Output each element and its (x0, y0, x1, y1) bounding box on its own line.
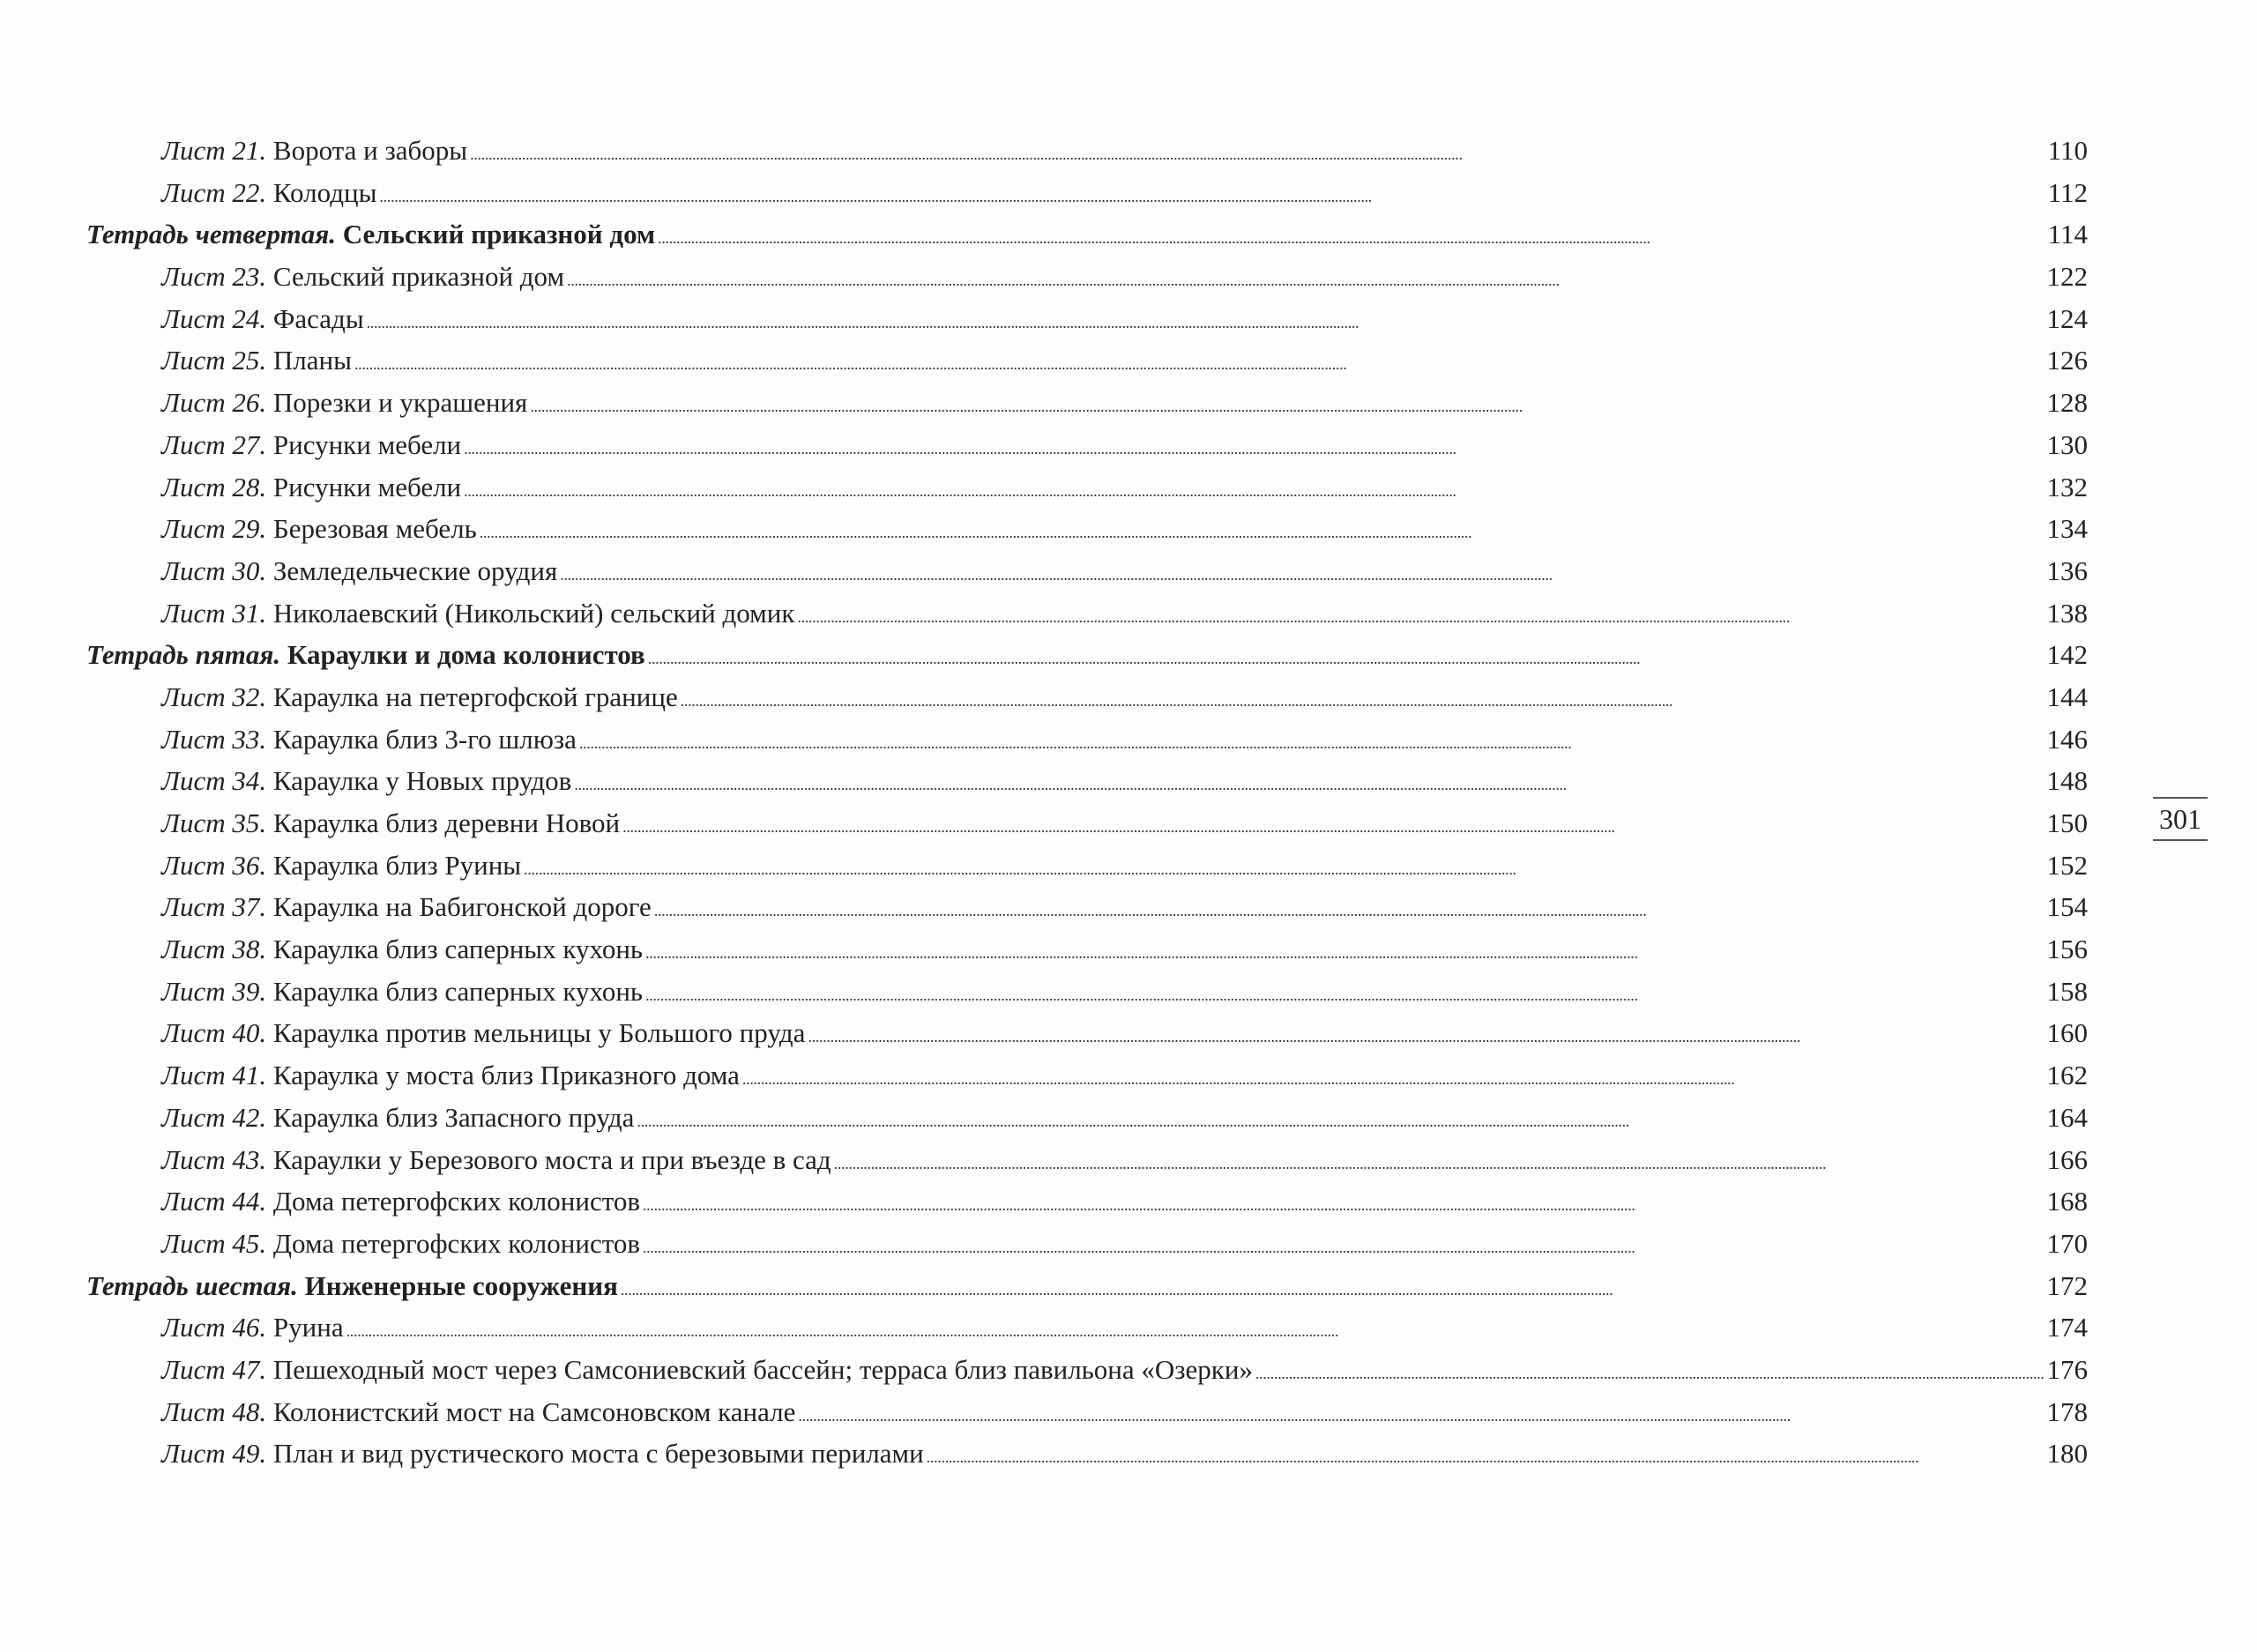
toc-entry-page: 166 (2046, 1143, 2088, 1175)
toc-entry-label (86, 634, 645, 676)
dot-leader (464, 466, 2044, 513)
toc-entry-prefix: Лист 30. (161, 554, 267, 586)
toc-entry-title: Пешеходный мост через Самсониевский бассейн; терраса близ павильона «Озерки» (272, 1353, 1253, 1385)
toc-entry (86, 1054, 2088, 1097)
toc-entry-prefix: Лист 48. (161, 1395, 267, 1427)
toc-entry-page: 126 (2046, 345, 2088, 376)
toc-entry-page: 138 (2046, 597, 2088, 629)
toc-entry-title: Колонистский мост на Самсоновском канале (272, 1395, 796, 1427)
toc-entry-page: 170 (2046, 1227, 2088, 1259)
toc-entry-title: Караулка против мельницы у Большого пруда (272, 1017, 806, 1049)
toc-entry (86, 1139, 2088, 1181)
toc-entry-prefix: Лист 23. (161, 261, 267, 293)
toc-entry-prefix: Лист 44. (161, 1186, 267, 1217)
toc-entry-title: Дома петергофских колонистов (272, 1227, 640, 1259)
toc-entry-page: 150 (2046, 807, 2088, 838)
toc-entry-label (86, 213, 655, 256)
dot-leader (530, 382, 2044, 428)
toc-entry-page: 158 (2046, 975, 2088, 1007)
toc-entry (86, 971, 2088, 1013)
toc-entry (86, 1349, 2088, 1391)
toc-entry (86, 1097, 2088, 1139)
toc-entry-prefix: Лист 45. (161, 1227, 267, 1259)
toc-section-entry (86, 634, 2088, 676)
toc-entry (86, 1012, 2088, 1054)
dot-leader (654, 886, 2045, 933)
toc-entry-label (161, 1180, 640, 1223)
toc-entry-title: Сельский приказной дом (272, 261, 565, 293)
toc-entry-prefix: Лист 26. (161, 387, 267, 419)
dot-leader (354, 339, 2045, 386)
toc-entry-label (161, 1223, 640, 1265)
toc-entry-label (161, 256, 564, 298)
toc-entry-page: 162 (2046, 1060, 2088, 1091)
toc-entry-prefix: Лист 46. (161, 1312, 267, 1343)
toc-entry-label (161, 298, 364, 340)
dot-leader (622, 802, 2044, 849)
toc-entry-prefix: Лист 22. (161, 176, 267, 208)
toc-entry-prefix: Лист 39. (161, 975, 267, 1007)
toc-entry-page: 146 (2046, 723, 2088, 755)
dot-leader (346, 1306, 2045, 1353)
toc-entry (86, 508, 2088, 550)
toc-entry-title: Караулки и дома колонистов (287, 639, 645, 671)
toc-entry-title: Инженерные сооружения (304, 1269, 618, 1301)
toc-entry-title: Караулка у моста близ Приказного дома (272, 1060, 740, 1091)
dot-leader (643, 1223, 2045, 1269)
toc-entry (86, 382, 2088, 424)
toc-entry-page: 124 (2046, 302, 2088, 334)
toc-entry-prefix: Лист 34. (161, 765, 267, 797)
toc-entry (86, 676, 2088, 718)
toc-entry-title: Караулка на петергофской границе (272, 681, 678, 712)
dot-leader (367, 298, 2045, 345)
toc-entry (86, 592, 2088, 635)
toc-entry (86, 1306, 2088, 1349)
toc-entry-page: 114 (2047, 219, 2088, 250)
toc-entry (86, 1223, 2088, 1265)
toc-entry-page: 134 (2046, 513, 2088, 545)
dot-leader (742, 1054, 2045, 1101)
page-number: 301 (2153, 797, 2208, 841)
dot-leader (658, 213, 2045, 260)
toc-entry-prefix: Тетрадь шестая. (86, 1269, 298, 1301)
table-of-contents (86, 130, 2088, 1475)
toc-entry-title: Караулка у Новых прудов (272, 765, 572, 797)
toc-entry-title: Земледельческие орудия (272, 554, 558, 586)
toc-entry-prefix: Лист 40. (161, 1017, 267, 1049)
toc-entry-prefix: Лист 36. (161, 849, 267, 881)
toc-entry-page: 180 (2046, 1438, 2088, 1470)
dot-leader (1255, 1349, 2045, 1395)
toc-entry (86, 339, 2088, 382)
toc-entry-label (161, 466, 461, 509)
toc-entry-label (161, 339, 352, 382)
toc-entry-prefix: Тетрадь пятая. (86, 639, 281, 671)
toc-entry (86, 886, 2088, 928)
toc-entry-prefix: Лист 28. (161, 471, 267, 502)
toc-entry-prefix: Лист 42. (161, 1101, 267, 1133)
toc-entry-title: Ворота и заборы (272, 135, 468, 166)
toc-entry-prefix: Лист 37. (161, 891, 267, 923)
toc-entry-label (161, 845, 521, 887)
toc-entry-page: 164 (2046, 1101, 2088, 1133)
toc-entry-title: Фасады (272, 302, 364, 334)
toc-entry-title: Порезки и украшения (272, 387, 528, 419)
toc-entry-label (161, 172, 376, 214)
toc-entry (86, 718, 2088, 761)
toc-entry-prefix: Лист 33. (161, 723, 267, 755)
toc-entry-page: 154 (2046, 891, 2088, 923)
toc-entry-label (161, 382, 527, 424)
toc-section-entry (86, 1265, 2088, 1307)
toc-entry-prefix: Лист 25. (161, 345, 267, 376)
dot-leader (927, 1432, 2045, 1479)
toc-entry-label (86, 1265, 618, 1307)
toc-entry-label (161, 1306, 344, 1349)
dot-leader (645, 971, 2044, 1017)
toc-entry-label (161, 1432, 924, 1475)
dot-leader (574, 760, 2044, 807)
toc-entry-title: Рисунки мебели (272, 471, 462, 502)
toc-entry-label (161, 1012, 805, 1054)
toc-entry-prefix: Лист 29. (161, 513, 267, 545)
toc-entry-page: 144 (2046, 681, 2088, 712)
toc-entry-page: 110 (2047, 135, 2088, 166)
dot-leader (637, 1097, 2044, 1143)
toc-entry (86, 172, 2088, 214)
toc-entry-title: Планы (272, 345, 352, 376)
dot-leader (681, 676, 2045, 723)
toc-entry-page: 122 (2046, 261, 2088, 293)
dot-leader (560, 550, 2044, 597)
toc-entry-page: 160 (2046, 1017, 2088, 1049)
toc-entry-prefix: Лист 35. (161, 807, 267, 838)
toc-entry-title: Дома петергофских колонистов (272, 1186, 640, 1217)
toc-entry-prefix: Лист 24. (161, 302, 267, 334)
toc-entry-prefix: Лист 27. (161, 428, 267, 460)
toc-entry-label (161, 676, 678, 718)
toc-entry (86, 466, 2088, 509)
toc-entry-page: 136 (2046, 554, 2088, 586)
toc-entry (86, 130, 2088, 172)
toc-entry-title: Караулка близ Руины (272, 849, 522, 881)
toc-entry (86, 845, 2088, 887)
toc-section-entry (86, 213, 2088, 256)
toc-entry-page: 168 (2046, 1186, 2088, 1217)
toc-entry-label (161, 802, 620, 845)
toc-entry (86, 550, 2088, 592)
toc-entry-title: Сельский приказной дом (342, 219, 656, 250)
toc-entry-title: Караулка на Бабигонской дороге (272, 891, 652, 923)
dot-leader (808, 1012, 2044, 1059)
dot-leader (648, 634, 2045, 681)
toc-entry-prefix: Лист 38. (161, 934, 267, 965)
toc-entry-label (161, 1054, 740, 1097)
dot-leader (524, 845, 2044, 891)
toc-entry-label (161, 928, 643, 971)
toc-entry-title: Караулка близ Запасного пруда (272, 1101, 635, 1133)
toc-entry-label (161, 508, 477, 550)
toc-entry-label (161, 971, 643, 1013)
toc-entry-page: 172 (2046, 1269, 2088, 1301)
toc-entry-title: Караулка близ деревни Новой (272, 807, 621, 838)
toc-entry (86, 298, 2088, 340)
toc-entry-page: 156 (2046, 934, 2088, 965)
dot-leader (621, 1265, 2045, 1312)
dot-leader (480, 508, 2045, 554)
toc-entry-label (161, 1097, 634, 1139)
toc-entry-label (161, 550, 557, 592)
toc-entry (86, 802, 2088, 845)
dot-leader (834, 1139, 2045, 1186)
toc-entry-title: Караулки у Березового моста и при въезде в сад (272, 1143, 831, 1175)
toc-entry-label (161, 130, 467, 172)
dot-leader (797, 592, 2044, 639)
toc-entry (86, 760, 2088, 802)
dot-leader (579, 718, 2045, 765)
toc-entry-page: 148 (2046, 765, 2088, 797)
toc-entry-label (161, 886, 652, 928)
toc-entry-prefix: Лист 41. (161, 1060, 267, 1091)
toc-entry-title: Николаевский (Никольский) сельский домик (272, 597, 795, 629)
toc-entry-label (161, 592, 794, 635)
toc-entry-label (161, 760, 571, 802)
toc-entry-prefix: Лист 31. (161, 597, 267, 629)
toc-entry-prefix: Тетрадь четвертая. (86, 219, 336, 250)
toc-entry-label (161, 718, 577, 761)
toc-entry-page: 132 (2046, 471, 2088, 502)
toc-entry-prefix: Лист 43. (161, 1143, 267, 1175)
toc-entry-title: Караулка близ саперных кухонь (272, 934, 644, 965)
toc-entry-page: 178 (2046, 1395, 2088, 1427)
dot-leader (798, 1391, 2044, 1438)
toc-entry-label (161, 1391, 795, 1433)
dot-leader (567, 256, 2044, 302)
toc-entry-prefix: Лист 21. (161, 135, 267, 166)
toc-entry (86, 1391, 2088, 1433)
toc-entry-title: План и вид рустического моста с березовыми перилами (272, 1438, 924, 1470)
toc-entry (86, 1180, 2088, 1223)
dot-leader (379, 172, 2045, 219)
toc-entry-title: Колодцы (272, 176, 377, 208)
toc-entry-prefix: Лист 32. (161, 681, 267, 712)
dot-leader (645, 928, 2044, 975)
toc-entry-label (161, 1349, 1253, 1391)
toc-entry (86, 424, 2088, 466)
toc-entry-page: 176 (2046, 1353, 2088, 1385)
toc-entry-prefix: Лист 47. (161, 1353, 267, 1385)
dot-leader (643, 1180, 2045, 1227)
toc-entry-title: Руина (272, 1312, 344, 1343)
toc-entry-title: Караулка близ 3-го шлюза (272, 723, 577, 755)
toc-entry-page: 112 (2047, 176, 2088, 208)
toc-entry-page: 142 (2046, 639, 2088, 671)
toc-entry-title: Караулка близ саперных кухонь (272, 975, 644, 1007)
toc-entry (86, 256, 2088, 298)
toc-entry-title: Рисунки мебели (272, 428, 462, 460)
dot-leader (470, 130, 2045, 176)
toc-entry-page: 130 (2046, 428, 2088, 460)
toc-entry-prefix: Лист 49. (161, 1438, 267, 1470)
toc-entry-page: 152 (2046, 849, 2088, 881)
toc-entry (86, 1432, 2088, 1475)
toc-entry-label (161, 1139, 831, 1181)
toc-entry-title: Березовая мебель (272, 513, 477, 545)
toc-entry-page: 128 (2046, 387, 2088, 419)
toc-entry (86, 928, 2088, 971)
toc-entry-label (161, 424, 461, 466)
dot-leader (464, 424, 2044, 471)
toc-entry-page: 174 (2046, 1312, 2088, 1343)
